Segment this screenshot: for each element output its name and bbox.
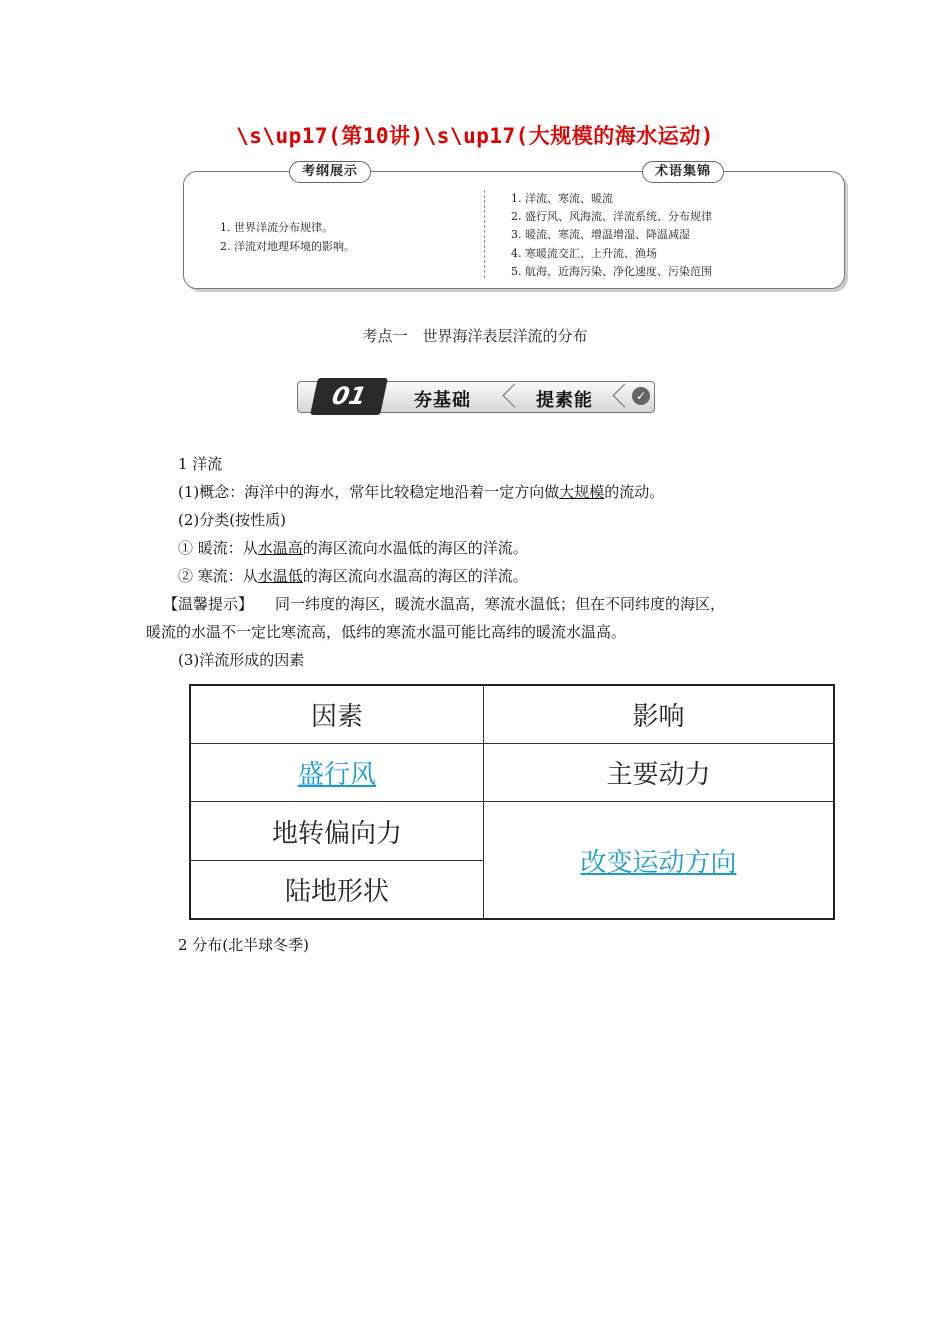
term-item: 2. 盛行风、风海流、洋流系统、分布规律 bbox=[511, 210, 712, 224]
answer-text: 盛行风 bbox=[297, 760, 376, 791]
answer-cell bbox=[484, 802, 835, 919]
header-cell: 影响 bbox=[484, 685, 835, 744]
factors-table bbox=[189, 684, 835, 920]
subheading-distribution: 2 分布(北半球冬季) bbox=[178, 936, 310, 954]
table-row bbox=[190, 802, 834, 860]
table-row bbox=[190, 685, 834, 744]
subheading-ocean-currents: 1 洋流 bbox=[178, 455, 223, 473]
text: ① 暖流：从 bbox=[178, 539, 258, 557]
document-title: \s\up17(第10讲)\s\up17(大规模的海水运动) bbox=[236, 124, 714, 148]
terms-list bbox=[511, 190, 712, 281]
tip-line bbox=[163, 593, 725, 614]
outline-list bbox=[220, 218, 355, 256]
text: ② 寒流：从 bbox=[178, 567, 258, 585]
table-row bbox=[190, 744, 834, 802]
section-heading: 考点一 世界海洋表层洋流的分布 bbox=[362, 327, 588, 345]
terms-label: 术语集锦 bbox=[642, 161, 724, 183]
table-cell: 主要动力 bbox=[484, 744, 835, 802]
answer-cell bbox=[190, 744, 484, 802]
term-item: 1. 洋流、寒流、暖流 bbox=[511, 192, 613, 205]
answer-text: 改变运动方向 bbox=[580, 847, 737, 878]
text: 的海区流向水温低的海区的洋流。 bbox=[302, 539, 528, 557]
table-cell: 地转偏向力 bbox=[190, 802, 484, 860]
classify-line: (2)分类(按性质) bbox=[178, 511, 286, 529]
cold-current-line bbox=[178, 565, 528, 586]
banner-number: 01 bbox=[310, 378, 388, 415]
box-divider bbox=[484, 190, 485, 278]
tip-label: 【温馨提示】 bbox=[163, 595, 254, 613]
outline-item: 2. 洋流对地理环境的影响。 bbox=[220, 240, 355, 253]
concept-line bbox=[178, 481, 664, 502]
answer-blank: 大规模 bbox=[559, 483, 605, 501]
term-item: 4. 寒暖流交汇、上升流、渔场 bbox=[511, 246, 657, 260]
syllabus-box bbox=[183, 164, 845, 289]
text: 同一纬度的海区，暖流水温高，寒流水温低；但在不同纬度的海区， bbox=[275, 595, 726, 613]
term-item: 5. 航海、近海污染、净化速度、污染范围 bbox=[511, 264, 712, 278]
warm-current-line bbox=[178, 537, 528, 558]
text: (1)概念：海洋中的海水，常年比较稳定地沿着一定方向做 bbox=[178, 483, 560, 501]
banner-left-label: 夯基础 bbox=[414, 390, 471, 411]
term-item: 3. 暖流、寒流、增温增湿、降温减湿 bbox=[511, 228, 690, 242]
check-icon: ✓ bbox=[632, 387, 650, 405]
outline-label: 考纲展示 bbox=[289, 161, 371, 183]
answer-blank: 水温高 bbox=[257, 539, 303, 557]
section-banner bbox=[297, 381, 655, 413]
outline-item: 1. 世界洋流分布规律。 bbox=[220, 221, 333, 234]
factors-heading: (3)洋流形成的因素 bbox=[178, 651, 305, 669]
header-cell: 因素 bbox=[190, 685, 484, 744]
text: 的流动。 bbox=[604, 483, 665, 501]
tip-line-2: 暖流的水温不一定比寒流高，低纬的寒流水温可能比高纬的暖流水温高。 bbox=[146, 623, 627, 641]
banner-right-label: 提素能 bbox=[536, 390, 593, 411]
answer-blank: 水温低 bbox=[257, 567, 303, 585]
table-cell: 陆地形状 bbox=[190, 860, 484, 919]
chevron-left-icon bbox=[502, 383, 526, 407]
text: 的海区流向水温高的海区的洋流。 bbox=[302, 567, 528, 585]
